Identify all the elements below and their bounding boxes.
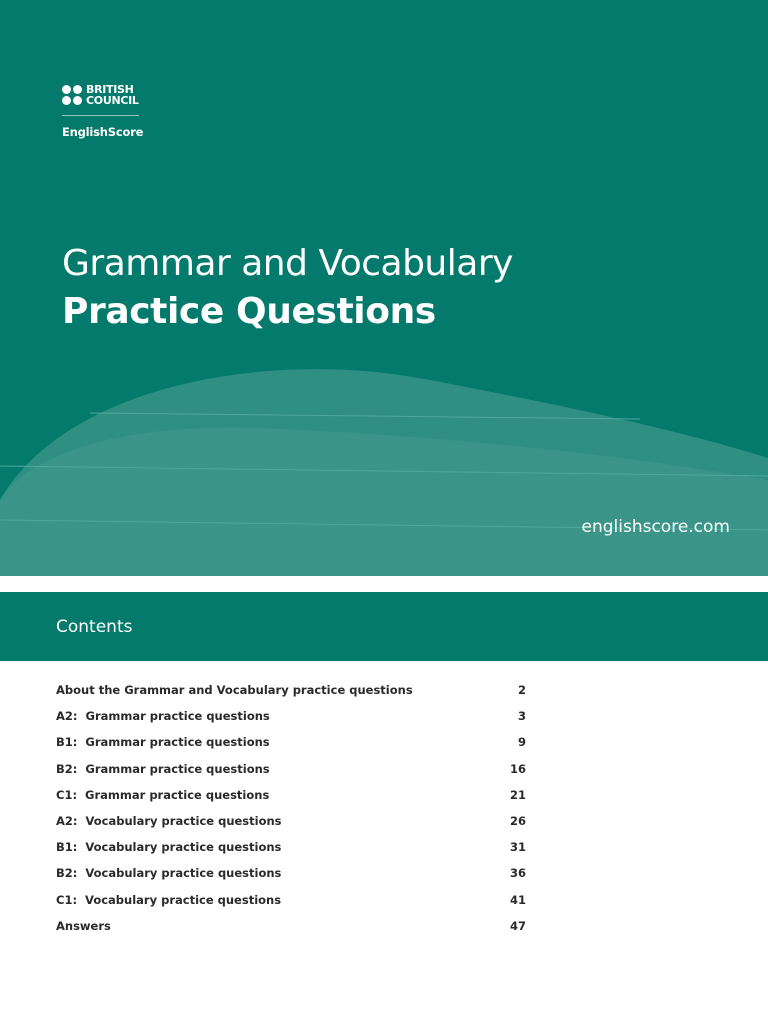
toc-item[interactable] <box>56 782 526 808</box>
toc-item-label: B1: Vocabulary practice questions <box>56 840 282 855</box>
toc-item-label: A2: Grammar practice questions <box>56 709 270 724</box>
logo-line-2: COUNCIL <box>86 94 139 107</box>
toc-item-label: B1: Grammar practice questions <box>56 735 270 750</box>
website-link[interactable]: englishscore.com <box>581 517 730 537</box>
contents-heading: Contents <box>56 617 133 637</box>
toc-item-page: 21 <box>509 787 526 802</box>
british-council-logo <box>62 84 143 139</box>
toc-item-label: About the Grammar and Vocabulary practice questions <box>56 683 413 698</box>
contents-header-bar <box>0 592 768 661</box>
product-name: EnglishScore <box>62 125 144 139</box>
toc-item[interactable] <box>56 887 526 913</box>
toc-item-label: A2: Vocabulary practice questions <box>56 814 282 829</box>
toc-item-page: 9 <box>517 735 526 750</box>
logo-line-1: BRITISH <box>86 83 134 96</box>
toc-item-page: 26 <box>509 814 526 829</box>
toc-item-label: B2: Vocabulary practice questions <box>56 866 282 881</box>
toc-item[interactable] <box>56 860 526 886</box>
toc-item-page: 16 <box>509 761 526 776</box>
title-line-1: Grammar and Vocabulary <box>62 243 513 284</box>
table-of-contents <box>56 677 526 939</box>
toc-item[interactable] <box>56 729 526 755</box>
toc-item[interactable] <box>56 913 526 939</box>
logo-dots-icon <box>62 85 82 105</box>
title-line-2: Practice Questions <box>62 291 436 332</box>
toc-item-page: 2 <box>517 683 526 698</box>
toc-item-page: 47 <box>509 918 526 933</box>
toc-item[interactable] <box>56 834 526 860</box>
toc-item[interactable] <box>56 703 526 729</box>
toc-item-label: B2: Grammar practice questions <box>56 761 270 776</box>
toc-item-page: 41 <box>509 892 526 907</box>
toc-item-page: 36 <box>509 866 526 881</box>
toc-item[interactable] <box>56 756 526 782</box>
toc-item[interactable] <box>56 808 526 834</box>
toc-item-label: C1: Grammar practice questions <box>56 787 270 802</box>
toc-item-page: 3 <box>517 709 526 724</box>
toc-item-label: Answers <box>56 918 111 933</box>
toc-item-page: 31 <box>509 840 526 855</box>
toc-item-label: C1: Vocabulary practice questions <box>56 892 282 907</box>
toc-item[interactable] <box>56 677 526 703</box>
logo-divider <box>62 115 139 116</box>
